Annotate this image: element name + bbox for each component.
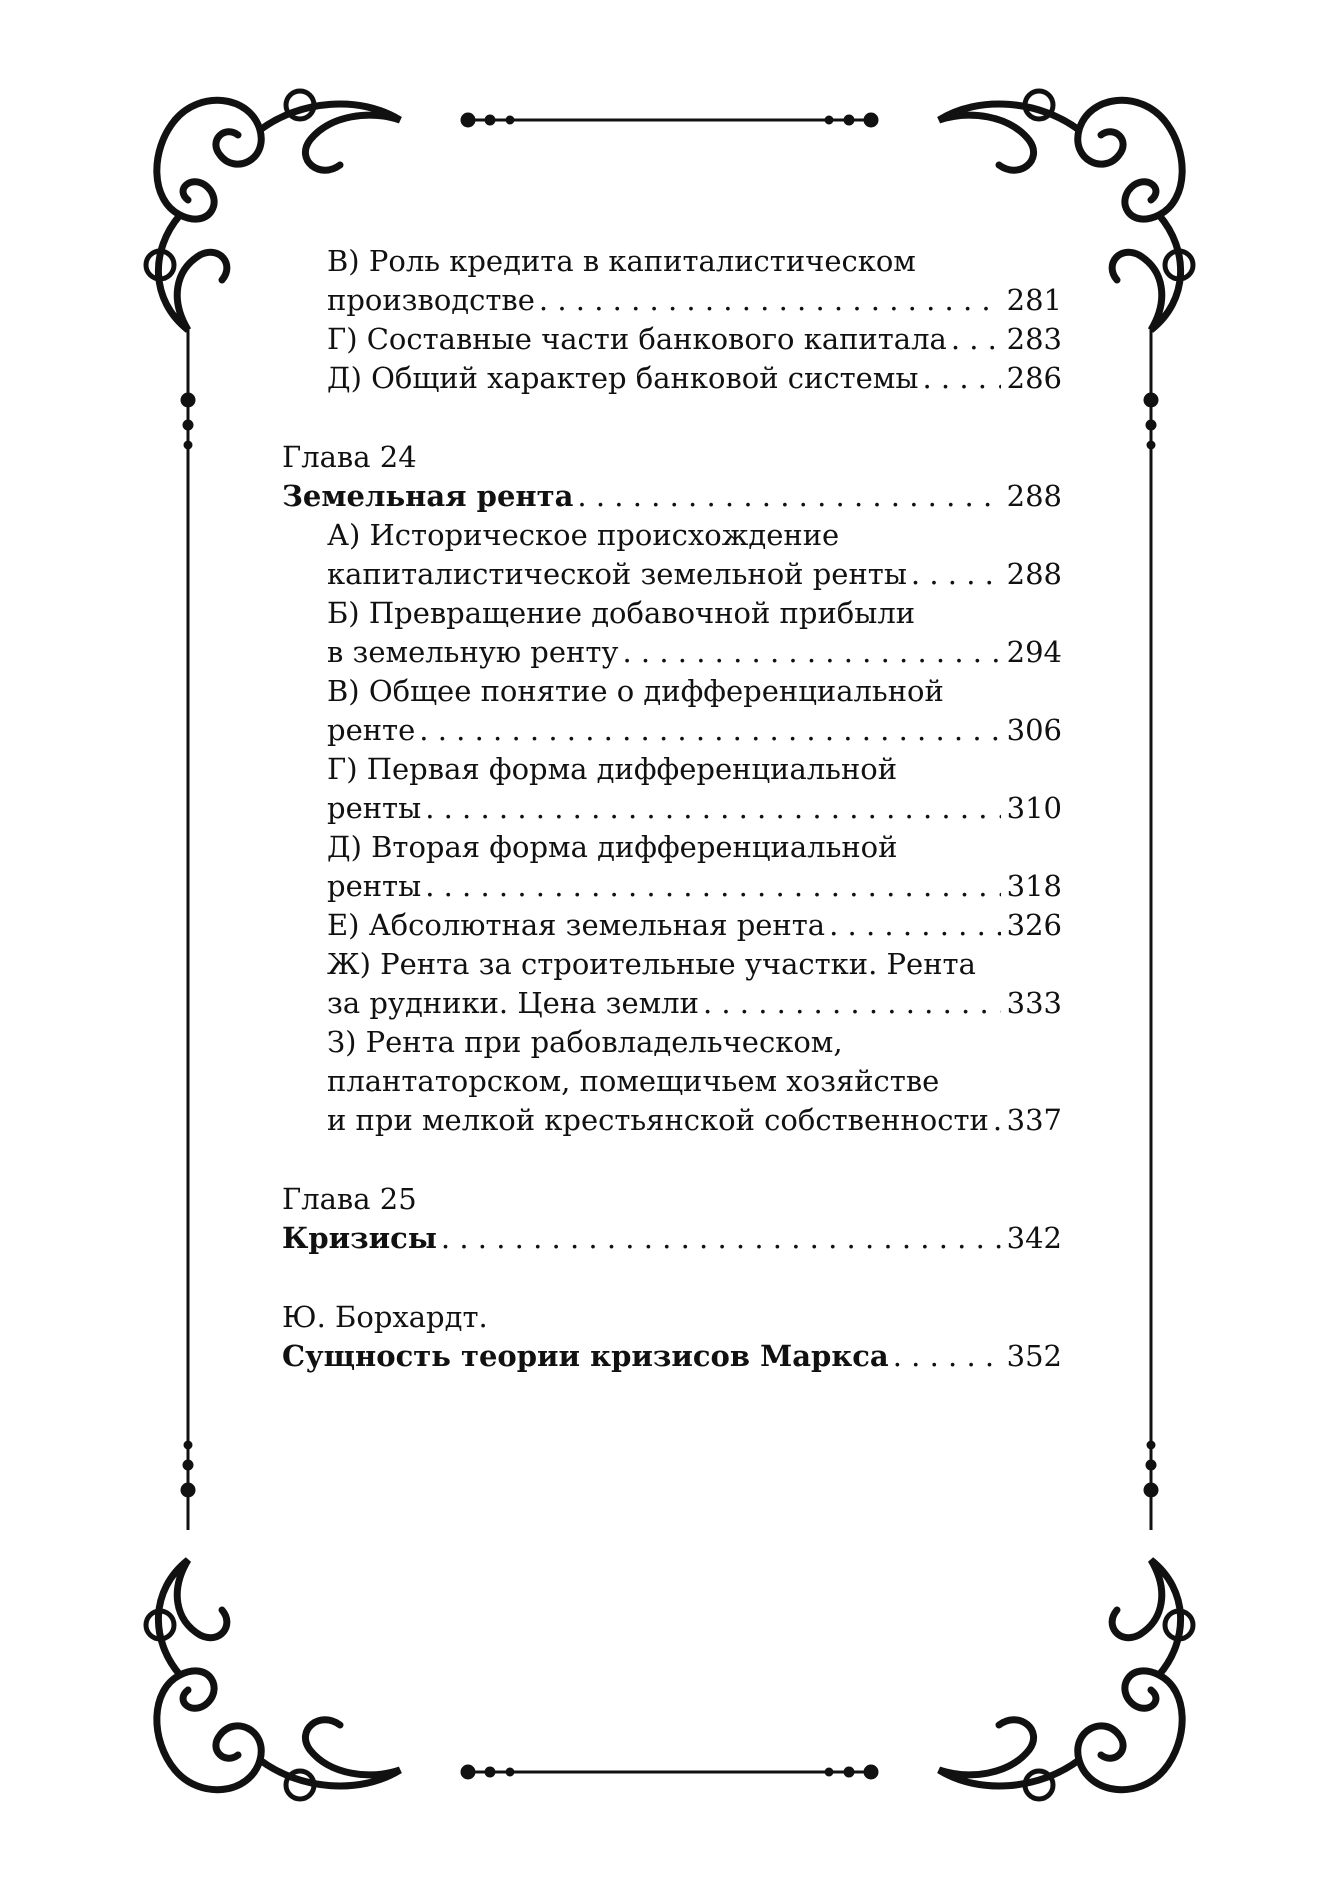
entry-text: Д) Общий характер банковой системы: [327, 361, 919, 395]
page-number: 286: [1006, 361, 1062, 395]
entry-text: А) Историческое происхождение: [327, 518, 840, 552]
page-number: 288: [1006, 557, 1062, 591]
toc-entry[interactable]: [282, 1101, 1062, 1140]
dot-leader: [419, 711, 1000, 750]
page-number: 288: [1006, 479, 1062, 513]
chapter-24-title: Земельная рента: [282, 479, 574, 513]
entry-text: В) Общее понятие о дифференциальной: [327, 674, 944, 708]
dot-leader: [425, 789, 1000, 828]
appendix-title: Сущность теории кризисов Маркса: [282, 1339, 889, 1373]
chapter-24-label: Глава 24: [282, 440, 417, 474]
dot-leader: [951, 320, 1001, 359]
toc-entry[interactable]: [282, 906, 1062, 945]
toc-entry: [282, 672, 1062, 711]
entry-text: Д) Вторая форма дифференциальной: [327, 830, 898, 864]
toc-entry[interactable]: [282, 984, 1062, 1023]
page-number: 318: [1006, 869, 1062, 903]
entry-text: и при мелкой крестьянской собственности: [327, 1103, 989, 1137]
toc-entry: [282, 828, 1062, 867]
page-number: 281: [1006, 283, 1062, 317]
appendix-author: Ю. Борхардт.: [282, 1300, 488, 1334]
toc-entry: [282, 594, 1062, 633]
table-of-contents: [282, 242, 1062, 1376]
entry-text: Б) Превращение добавочной прибыли: [327, 596, 916, 630]
entry-text: ренты: [327, 869, 422, 903]
chapter-25-title: Кризисы: [282, 1221, 437, 1255]
dot-leader: [441, 1219, 1001, 1258]
page-number: 342: [1006, 1221, 1062, 1255]
entry-text: Е) Абсолютная земельная рента: [327, 908, 826, 942]
dot-leader: [539, 281, 1001, 320]
page-number: 283: [1006, 322, 1062, 356]
page-number: 337: [1006, 1103, 1062, 1137]
toc-entry[interactable]: [282, 867, 1062, 906]
page-number: 333: [1006, 986, 1062, 1020]
toc-entry: [282, 1062, 1062, 1101]
toc-entry: [282, 1023, 1062, 1062]
entry-text: капиталистической земельной ренты: [327, 557, 907, 591]
dot-leader: [922, 359, 1000, 398]
dot-leader: [577, 477, 1000, 516]
page-number: 352: [1006, 1339, 1062, 1373]
dot-leader: [703, 984, 1001, 1023]
dot-leader: [829, 906, 1001, 945]
page-number: 294: [1006, 635, 1062, 669]
entry-text: ренты: [327, 791, 422, 825]
page-number: 326: [1006, 908, 1062, 942]
dot-leader: [911, 555, 1001, 594]
toc-entry[interactable]: [282, 281, 1062, 320]
toc-entry[interactable]: [282, 555, 1062, 594]
toc-entry[interactable]: [282, 359, 1062, 398]
entry-text: ренте: [327, 713, 416, 747]
dot-leader: [622, 633, 1000, 672]
entry-text: З) Рента при рабовладельческом,: [327, 1025, 843, 1059]
toc-entry: [282, 750, 1062, 789]
toc-entry[interactable]: [282, 789, 1062, 828]
section-land-rent-entries: [282, 516, 1062, 1140]
toc-entry[interactable]: [282, 320, 1062, 359]
dot-leader: [425, 867, 1000, 906]
dot-leader: [893, 1337, 1001, 1376]
toc-entry[interactable]: [282, 1337, 1062, 1376]
entry-text: В) Роль кредита в капиталистическом: [327, 244, 916, 278]
chapter-25-label: Глава 25: [282, 1182, 417, 1216]
entry-text: Ж) Рента за строительные участки. Рента: [327, 947, 976, 981]
section-banking-entries: [282, 242, 1062, 398]
toc-entry[interactable]: [282, 633, 1062, 672]
page-number: 310: [1006, 791, 1062, 825]
toc-entry[interactable]: [282, 477, 1062, 516]
dot-leader: [993, 1101, 1001, 1140]
toc-entry[interactable]: [282, 711, 1062, 750]
entry-text: производстве: [327, 283, 535, 317]
entry-text: Г) Составные части банкового капитала: [327, 322, 947, 356]
entry-text: плантаторском, помещичьем хозяйстве: [327, 1064, 940, 1098]
page-number: 306: [1006, 713, 1062, 747]
entry-text: в земельную ренту: [327, 635, 619, 669]
toc-entry: [282, 516, 1062, 555]
entry-text: за рудники. Цена земли: [327, 986, 699, 1020]
entry-text: Г) Первая форма дифференциальной: [327, 752, 898, 786]
toc-entry: [282, 945, 1062, 984]
toc-entry[interactable]: [282, 1219, 1062, 1258]
toc-entry: [282, 242, 1062, 281]
